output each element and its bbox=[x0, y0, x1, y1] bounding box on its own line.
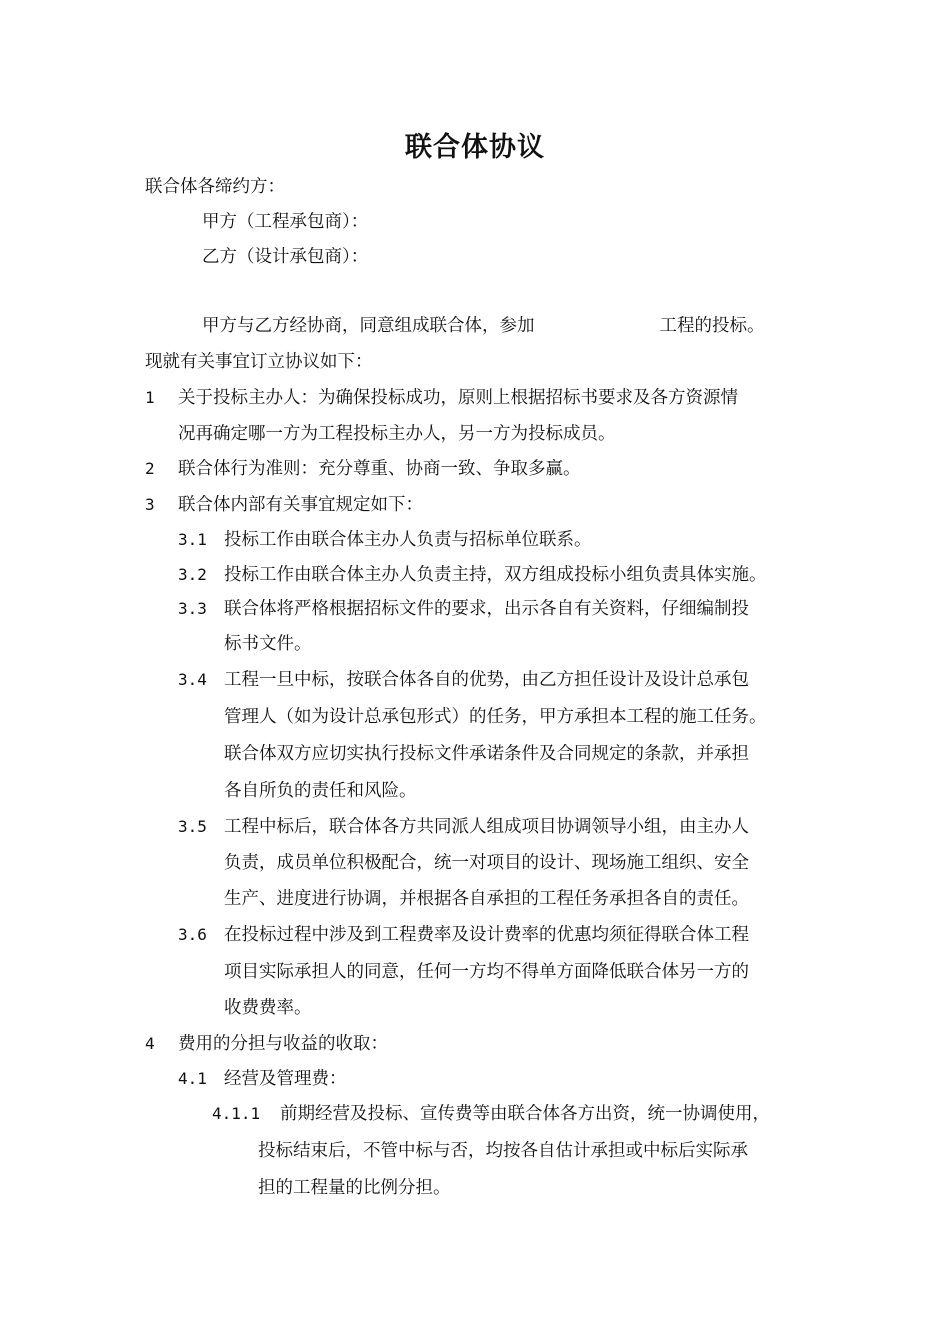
party-a-line: 甲方（工程承包商）： bbox=[202, 212, 369, 232]
subclause-text: 工程中标后，联合体各方共同派人组成项目协调领导小组，由主办人 bbox=[224, 817, 749, 837]
subclause-number: 3.1 bbox=[178, 530, 207, 549]
subsubclause-text: 担的工程量的比例分担。 bbox=[258, 1178, 451, 1198]
clause-text: 联合体行为准则：充分尊重、协商一致、争取多赢。 bbox=[178, 459, 581, 479]
subclause-number: 3.5 bbox=[178, 817, 207, 836]
agreement-text-pre: 甲方与乙方经协商，同意组成联合体，参加 bbox=[202, 316, 535, 336]
subclause-text: 联合体双方应切实执行投标文件承诺条件及合同规定的条款，并承担 bbox=[224, 744, 749, 764]
subclause-number: 3.3 bbox=[178, 599, 207, 618]
subclause-text: 在投标过程中涉及到工程费率及设计费率的优惠均须征得联合体工程 bbox=[224, 925, 749, 945]
subclause-text: 联合体将严格根据招标文件的要求，出示各自有关资料，仔细编制投 bbox=[224, 599, 749, 619]
subclause-text: 生产、进度进行协调，并根据各自承担的工程任务承担各自的责任。 bbox=[224, 889, 749, 909]
clause-number: 1 bbox=[145, 388, 155, 407]
subclause-text: 标书文件。 bbox=[224, 634, 312, 654]
subclause-text: 各自所负的责任和风险。 bbox=[224, 781, 417, 801]
clause-text: 况再确定哪一方为工程投标主办人，另一方为投标成员。 bbox=[178, 424, 616, 444]
clause-number: 3 bbox=[145, 495, 155, 514]
subclause-number: 3.6 bbox=[178, 925, 207, 944]
clause-text: 关于投标主办人：为确保投标成功，原则上根据招标书要求及各方资源情 bbox=[178, 388, 738, 408]
party-b-line: 乙方（设计承包商）： bbox=[202, 247, 369, 267]
subclause-text: 项目实际承担人的同意，任何一方均不得单方面降低联合体另一方的 bbox=[224, 962, 749, 982]
clause-number: 2 bbox=[145, 459, 155, 478]
document-title: 联合体协议 bbox=[405, 132, 545, 163]
clause-text: 费用的分担与收益的收取： bbox=[178, 1034, 388, 1054]
parties-heading: 联合体各缔约方： bbox=[145, 177, 285, 197]
subclause-text: 收费费率。 bbox=[224, 998, 312, 1018]
subclause-number: 3.2 bbox=[178, 565, 207, 584]
subclause-text: 投标工作由联合体主办人负责与招标单位联系。 bbox=[224, 530, 592, 550]
subclause-text: 工程一旦中标，按联合体各自的优势，由乙方担任设计及设计总承包 bbox=[224, 670, 749, 690]
clause-text: 联合体内部有关事宜规定如下： bbox=[178, 495, 423, 515]
agreement-continuation: 现就有关事宜订立协议如下： bbox=[145, 352, 373, 372]
subclause-text: 经营及管理费： bbox=[224, 1069, 347, 1089]
agreement-text-post: 工程的投标。 bbox=[659, 316, 765, 336]
subsubclause-number: 4.1.1 bbox=[212, 1104, 261, 1123]
subsubclause-text: 前期经营及投标、宣传费等由联合体各方出资，统一协调使用， bbox=[280, 1104, 770, 1124]
subclause-text: 负责，成员单位积极配合，统一对项目的设计、现场施工组织、安全 bbox=[224, 853, 749, 873]
subclause-text: 管理人（如为设计总承包形式）的任务，甲方承担本工程的施工任务。 bbox=[224, 707, 767, 727]
agreement-sentence bbox=[202, 314, 765, 338]
clause-number: 4 bbox=[145, 1034, 155, 1053]
subclause-number: 4.1 bbox=[178, 1069, 207, 1088]
subsubclause-text: 投标结束后，不管中标与否，均按各自估计承担或中标后实际承 bbox=[258, 1141, 748, 1161]
subclause-number: 3.4 bbox=[178, 670, 207, 689]
subclause-text: 投标工作由联合体主办人负责主持，双方组成投标小组负责具体实施。 bbox=[224, 565, 767, 585]
